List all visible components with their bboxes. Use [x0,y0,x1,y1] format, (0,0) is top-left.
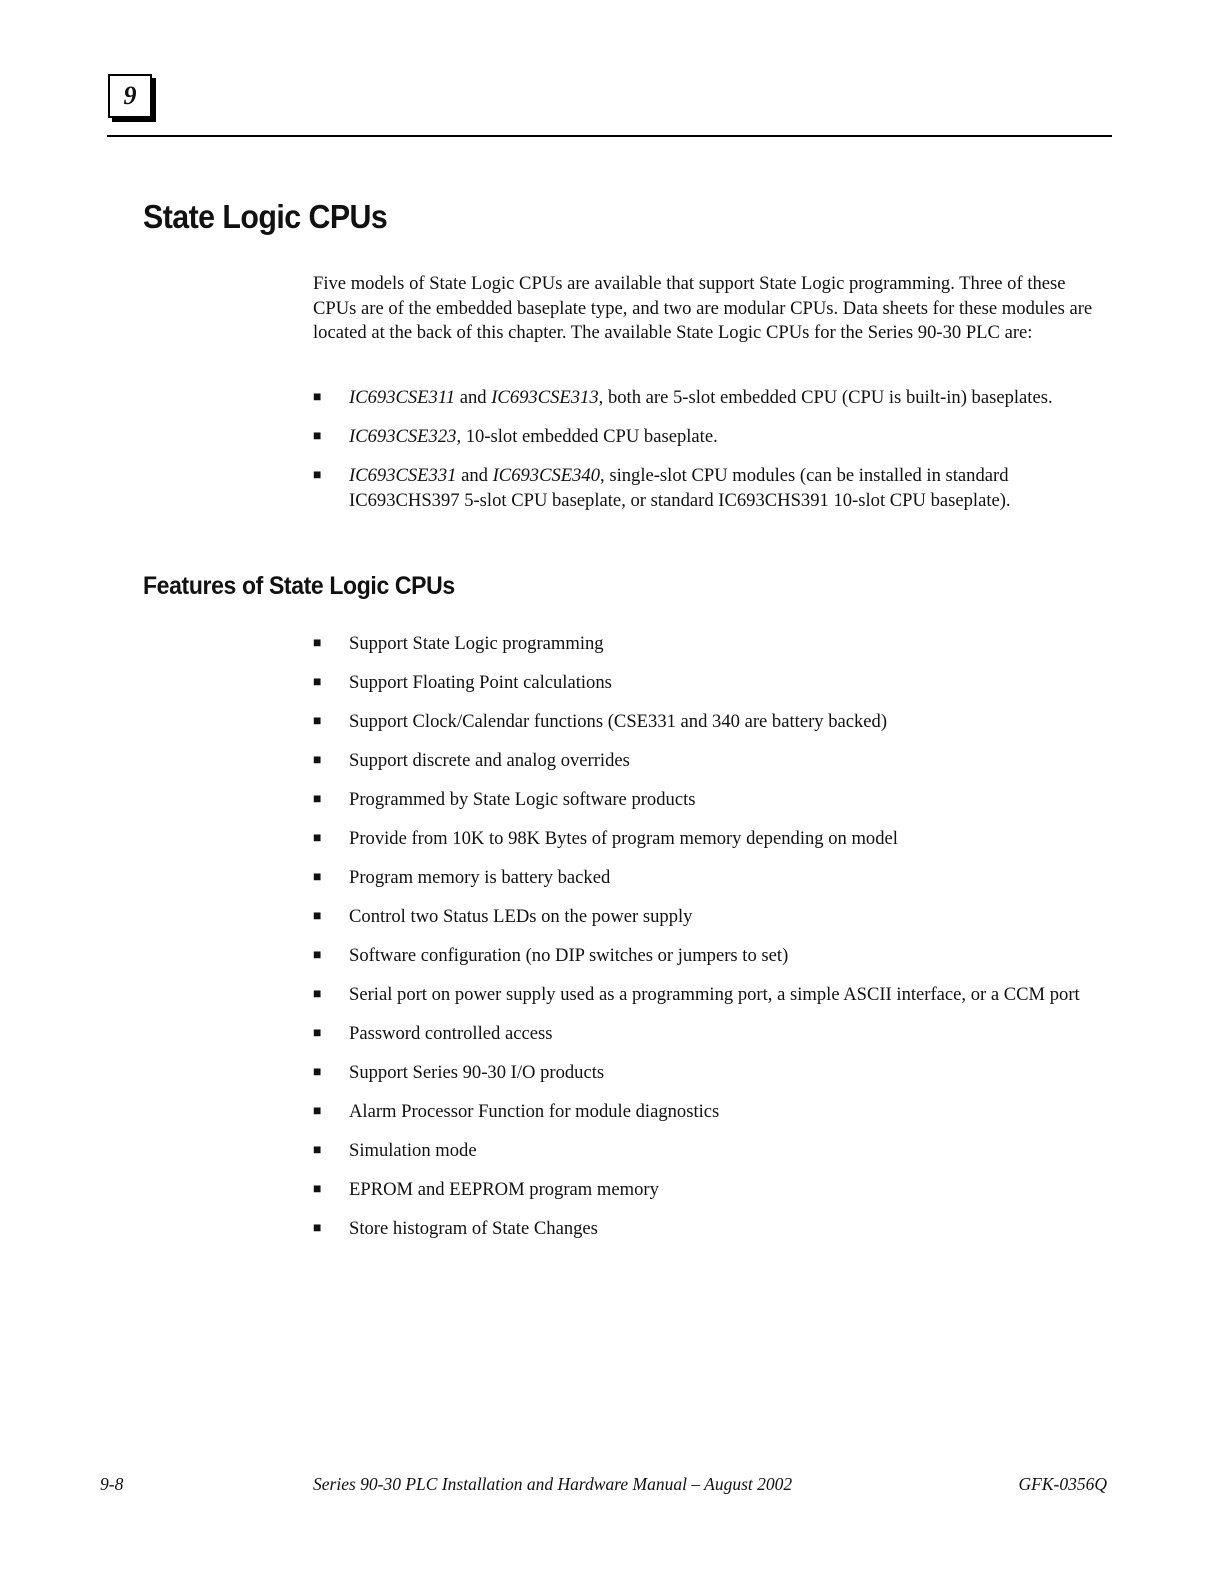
feature-text: Support Series 90-30 I/O products [349,1062,605,1083]
bullet-icon: ■ [313,792,322,807]
chapter-number-box [108,74,152,118]
feature-text: Programmed by State Logic software products [349,789,696,810]
model-list-item [313,425,1105,450]
footer-manual-title: Series 90-30 PLC Installation and Hardware Manual – August 2002 [313,1474,793,1494]
footer-doc-id: GFK-0356Q [1018,1474,1107,1494]
feature-text: Support discrete and analog overrides [349,750,630,771]
feature-list-item [313,983,1105,1008]
feature-list-item [313,1061,1105,1086]
feature-text: Support Clock/Calendar functions (CSE331 and 340 are battery backed) [349,711,888,732]
feature-text: Simulation mode [349,1140,477,1161]
bullet-icon: ■ [313,1182,322,1197]
model-part-number: IC693CSE313 [491,387,599,408]
feature-list-item [313,671,1105,696]
feature-list-item [313,1217,1105,1242]
feature-text: Alarm Processor Function for module diagnostics [349,1101,720,1122]
bullet-icon: ■ [313,1143,322,1158]
bullet-icon: ■ [313,675,322,690]
feature-list-item [313,788,1105,813]
bullet-icon: ■ [313,714,322,729]
model-part-number: IC693CSE340 [492,465,601,486]
feature-list-item [313,1100,1105,1125]
feature-text: Software configuration (no DIP switches or jumpers to set) [349,945,789,966]
feature-list-item [313,1178,1105,1203]
bullet-icon: ■ [313,1221,322,1236]
bullet-icon: ■ [313,753,322,768]
feature-list-item [313,866,1105,891]
feature-list-item [313,905,1105,930]
model-join: and [455,387,492,408]
bullet-icon: ■ [313,468,322,483]
section-title: State Logic CPUs [143,198,388,235]
feature-text: Store histogram of State Changes [349,1218,598,1239]
feature-text: Program memory is battery backed [349,867,611,888]
feature-list-item [313,749,1105,774]
feature-list-item [313,710,1105,735]
feature-list-item [313,944,1105,969]
feature-list-item [313,1022,1105,1047]
feature-text: Support Floating Point calculations [349,672,612,693]
model-list [313,386,1105,528]
bullet-icon: ■ [313,948,322,963]
chapter-number: 9 [123,81,137,110]
model-list-item [313,386,1105,411]
bullet-icon: ■ [313,390,322,405]
model-description: , 10-slot embedded CPU baseplate. [456,426,718,447]
bullet-icon: ■ [313,870,322,885]
feature-text: Password controlled access [349,1023,553,1044]
bullet-icon: ■ [313,429,322,444]
feature-text: Control two Status LEDs on the power supply [349,906,693,927]
header-rule [107,135,1112,137]
bullet-icon: ■ [313,636,322,651]
feature-text: Provide from 10K to 98K Bytes of program memory depending on model [349,828,898,849]
feature-text: Support State Logic programming [349,633,604,654]
model-list-item [313,464,1105,513]
bullet-icon: ■ [313,987,322,1002]
feature-list-item [313,1139,1105,1164]
model-join: and [456,465,493,486]
bullet-icon: ■ [313,1065,322,1080]
feature-text: EPROM and EEPROM program memory [349,1179,659,1200]
intro-paragraph: Five models of State Logic CPUs are available that support State Logic programming. Three of these CPUs are of the embedded baseplate type, and two are modular CPUs. Data sheets for these modules are located at the back of this chapter. The available State Logic CPUs for the Series 90-30 PLC are: [313,273,1093,343]
bullet-icon: ■ [313,909,322,924]
feature-text: Serial port on power supply used as a programming port, a simple ASCII interface, or a CCM port [349,984,1080,1005]
model-description: , single-slot CPU modules (can be installed in standard IC693CHS397 5-slot CPU baseplate, or standard IC693CHS391 10-slot CPU baseplate). [349,465,1011,511]
model-part-number: IC693CSE331 [349,465,457,486]
feature-list-item [313,632,1105,657]
features-title: Features of State Logic CPUs [143,572,455,600]
model-description: , both are 5-slot embedded CPU (CPU is built-in) baseplates. [598,387,1053,408]
bullet-icon: ■ [313,831,322,846]
feature-list-item [313,827,1105,852]
bullet-icon: ■ [313,1104,322,1119]
bullet-icon: ■ [313,1026,322,1041]
feature-list [313,632,1105,1256]
footer-page-number: 9-8 [100,1474,124,1494]
model-part-number: IC693CSE323 [349,426,457,447]
model-part-number: IC693CSE311 [349,387,456,408]
